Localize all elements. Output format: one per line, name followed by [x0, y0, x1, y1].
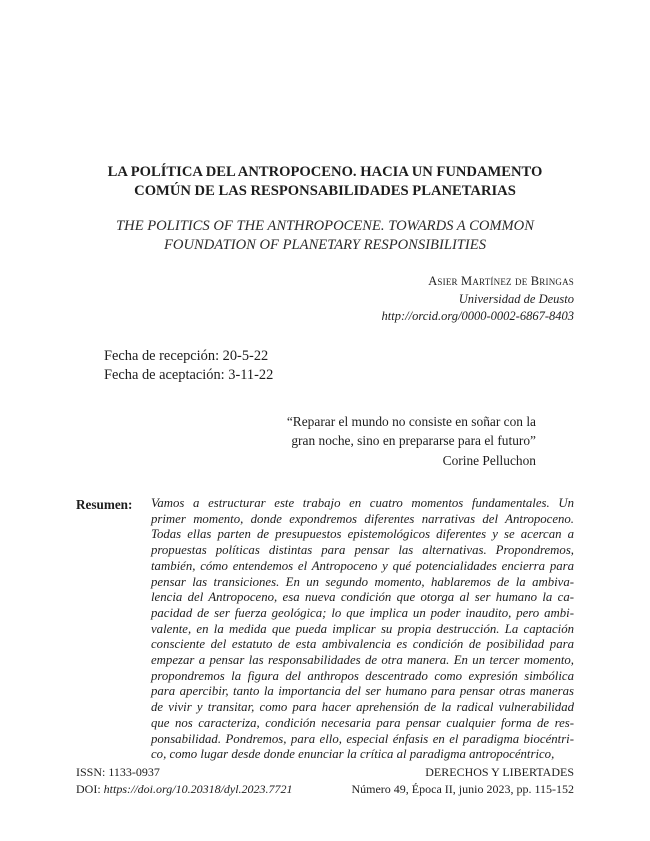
abstract-line: también, cómo entendemos el Antropoceno y qué potencialidades encierra para	[151, 558, 574, 573]
author-block	[382, 273, 574, 326]
footer-right	[351, 764, 574, 798]
abstract-line: que nos caracteriza, condición necesaria para pensar cualquier forma de res-	[151, 715, 574, 730]
abstract-line: propondremos la figura del anthropos descentrado como expresión simbólica	[151, 668, 574, 683]
abstract-line: valente, en la medida que pueda implicar su propia destrucción. La captación	[151, 621, 574, 636]
abstract-line: pensar las transiciones. En un segundo momento, hablaremos de la ambiva-	[151, 574, 574, 589]
doi-link[interactable]: https://doi.org/10.20318/dyl.2023.7721	[103, 782, 293, 796]
abstract-line: co, como lugar desde donde enunciar la crítica al paradigma antropocéntrico,	[151, 747, 555, 762]
footer-left	[76, 764, 293, 798]
abstract-line: pacidad de ser fuerza geológica; lo que implica un poder inaudito, pero ambi-	[151, 605, 574, 620]
title-line-1: LA POLÍTICA DEL ANTROPOCENO. HACIA UN FUNDAMENTO	[107, 164, 543, 180]
date-accepted: Fecha de aceptación: 3-11-22	[104, 367, 274, 383]
title-en-line-1: THE POLITICS OF THE ANTHROPOCENE. TOWARDS A COMMON	[116, 218, 534, 234]
doi-label: DOI:	[76, 782, 104, 796]
title-en-line-2: FOUNDATION OF PLANETARY RESPONSIBILITIES	[163, 237, 486, 253]
abstract-line: lencia del Antropoceno, esa nueva condición que otorga al ser humano la ca-	[151, 590, 574, 605]
abstract-body	[151, 496, 574, 763]
article-title-english	[70, 217, 580, 255]
submission-dates	[104, 347, 273, 385]
author-name: Asier Martínez de Bringas	[428, 274, 574, 288]
abstract-line: consciente del estatuto de esta ambivalencia es condición de posibilidad para	[151, 637, 574, 652]
epigraph-author: Corine Pelluchon	[442, 453, 536, 468]
date-received: Fecha de recepción: 20-5-22	[104, 348, 269, 364]
footer-journal: DERECHOS Y LIBERTADES	[425, 765, 574, 779]
title-line-2: COMÚN DE LAS RESPONSABILIDADES PLANETARIAS	[134, 183, 516, 199]
epigraph-line-2: gran noche, sino en prepararse para el futuro”	[291, 432, 536, 448]
abstract-line: empezar a pensar las responsabilidades de otra manera. En un tercer momento,	[151, 653, 574, 668]
footer-issue: Número 49, Época II, junio 2023, pp. 115-152	[351, 782, 574, 796]
footer-issn: ISSN: 1133-0937	[76, 765, 160, 779]
abstract-line: para apercibir, tanto la importancia del ser humano para pensar otras maneras	[151, 684, 574, 699]
epigraph	[206, 413, 536, 471]
abstract-line: Todas ellas parten de presupuestos epistemológicos diferentes y se acercan a	[151, 527, 574, 542]
author-orcid-link[interactable]: http://orcid.org/0000-0002-6867-8403	[381, 309, 574, 323]
abstract-label: Resumen:	[76, 497, 133, 512]
author-institution: Universidad de Deusto	[458, 291, 574, 306]
article-title	[70, 163, 580, 201]
abstract-line: primer momento, donde expondremos diferentes narrativas del Antropoceno.	[151, 511, 574, 526]
abstract-line: de vivir y transitar, como para hacer aprehensión de la radical vulnerabilidad	[151, 700, 574, 715]
abstract-line: Vamos a estructurar este trabajo en cuatro momentos fundamentales. Un	[151, 496, 574, 510]
abstract-line: ponsabilidad. Pondremos, para ello, especial énfasis en el paradigma biocéntri-	[151, 731, 574, 746]
epigraph-line-1: “Reparar el mundo no consiste en soñar con la	[286, 414, 536, 429]
footer-doi	[76, 781, 293, 798]
abstract-line: propuestas políticas distintas para pensar las alternativas. Propondremos,	[151, 543, 574, 558]
